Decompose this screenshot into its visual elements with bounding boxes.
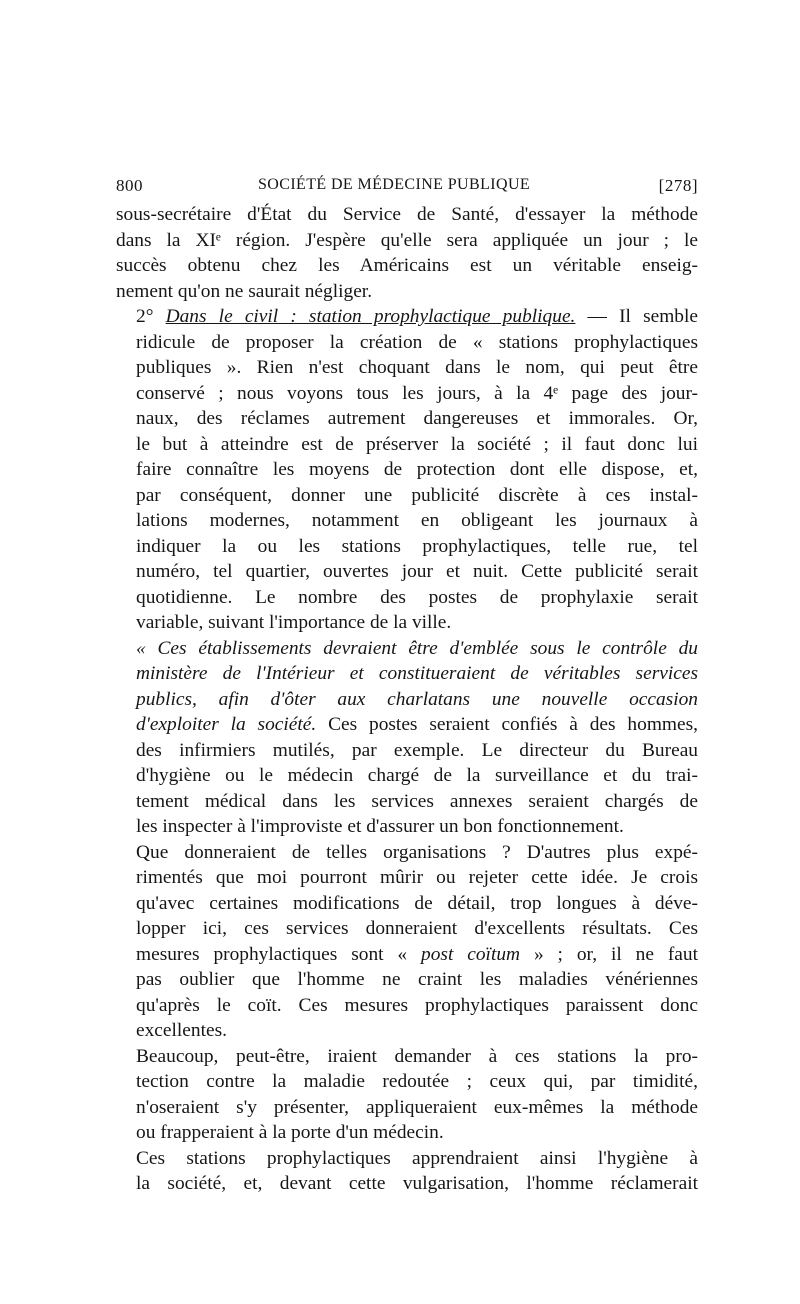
text-line: la société, et, devant cette vulgarisation, l'homme réclamerait bbox=[136, 1173, 698, 1194]
paragraph-3 bbox=[116, 636, 698, 840]
text-line: succès obtenu chez les Américains est un véritable enseig- bbox=[116, 255, 698, 276]
text-line: d'hygiène ou le médecin chargé de la surveillance et du trai- bbox=[136, 765, 698, 786]
text-line bbox=[116, 942, 698, 968]
text-line: publics, afin d'ôter aux charlatans une nouvelle occasion bbox=[136, 688, 698, 710]
text-line: numéro, tel quartier, ouvertes jour et nuit. Cette publicité serait bbox=[136, 561, 698, 582]
text-line: dans la XIᵉ région. J'espère qu'elle sera appliquée un jour ; le bbox=[116, 229, 698, 251]
text-line: n'oseraient s'y présenter, appliqueraient eux-mêmes la méthode bbox=[136, 1096, 698, 1118]
page-number: 800 bbox=[116, 176, 143, 195]
text-line: faire connaître les moyens de protection dont elle dispose, et, bbox=[136, 459, 698, 480]
text-line: tection contre la maladie redoutée ; ceux qui, par timidité, bbox=[136, 1071, 698, 1092]
text-fragment: mesures prophylactiques sont « bbox=[136, 943, 422, 965]
text-fragment: Ces postes seraient confiés à des hommes, bbox=[316, 714, 698, 735]
text-line: qu'avec certaines modifications de détail, trop longues à déve- bbox=[136, 892, 698, 914]
text-line: qu'après le coït. Ces mesures prophylactiques paraissent donc bbox=[136, 994, 698, 1016]
text-line: rimentés que moi pourront mûrir ou rejeter cette idée. Je crois bbox=[136, 867, 698, 888]
text-line: Ces stations prophylactiques apprendraient ainsi l'hygiène à bbox=[136, 1147, 698, 1169]
list-number: 2° bbox=[136, 306, 166, 327]
text-line: publiques ». Rien n'est choquant dans le nom, qui peut être bbox=[136, 357, 698, 378]
text-line: naux, des réclames autrement dangereuses et immorales. Or, bbox=[136, 408, 698, 429]
running-title: SOCIÉTÉ DE MÉDECINE PUBLIQUE bbox=[258, 176, 531, 193]
text-line: des infirmiers mutilés, par exemple. Le directeur du Bureau bbox=[136, 739, 698, 761]
paragraph-5 bbox=[116, 1044, 698, 1146]
text-line: nement qu'on ne saurait négliger. bbox=[116, 280, 373, 302]
text-line bbox=[116, 304, 698, 330]
folio-number: [278] bbox=[658, 176, 698, 195]
text-line: quotidienne. Le nombre des postes de prophylaxie serait bbox=[136, 586, 698, 608]
text-fragment: post coïtum bbox=[421, 943, 521, 965]
text-line: « Ces établissements devraient être d'emblée sous le contrôle du bbox=[136, 637, 698, 659]
text-line: ridicule de proposer la création de « stations prophylactiques bbox=[136, 331, 698, 353]
paragraph-4 bbox=[116, 840, 698, 1044]
page-header bbox=[116, 168, 698, 202]
book-page bbox=[116, 168, 698, 1197]
body-text bbox=[116, 202, 698, 1197]
text-line: les inspecter à l'improviste et d'assurer un bon fonctionnement. bbox=[136, 816, 624, 837]
text-line: sous-secrétaire d'État du Service de Santé, d'essayer la méthode bbox=[116, 204, 698, 225]
section-heading: Dans le civil : station prophylactique publique. bbox=[165, 306, 576, 327]
paragraph-2 bbox=[116, 304, 698, 636]
text-line: Que donneraient de telles organisations ? D'autres plus expé- bbox=[136, 841, 698, 863]
text-line: pas oublier que l'homme ne craint les maladies vénériennes bbox=[136, 969, 698, 990]
text-line: par conséquent, donner une publicité discrète à ces instal- bbox=[136, 484, 698, 506]
text-line: lations modernes, notamment en obligeant les journaux à bbox=[136, 510, 698, 531]
text-line: Beaucoup, peut-être, iraient demander à ces stations la pro- bbox=[136, 1045, 698, 1067]
text-line: excellentes. bbox=[136, 1020, 227, 1041]
text-line bbox=[116, 712, 698, 738]
text-line: lopper ici, ces services donneraient d'excellents résultats. Ces bbox=[136, 918, 698, 939]
text-fragment: — Il semble bbox=[575, 306, 698, 327]
paragraph-1 bbox=[116, 202, 698, 304]
text-line: conservé ; nous voyons tous les jours, à la 4ᵉ page des jour- bbox=[136, 382, 698, 404]
text-line: variable, suivant l'importance de la ville. bbox=[136, 612, 452, 633]
text-line: le but à atteindre est de préserver la société ; il faut donc lui bbox=[136, 433, 698, 455]
paragraph-6 bbox=[116, 1146, 698, 1197]
text-line: ou frapperaient à la porte d'un médecin. bbox=[136, 1122, 444, 1143]
text-fragment: » ; or, il ne faut bbox=[520, 943, 698, 965]
text-fragment: d'exploiter la société. bbox=[136, 714, 317, 735]
text-line: ministère de l'Intérieur et constitueraient de véritables services bbox=[136, 663, 698, 684]
text-line: tement médical dans les services annexes seraient chargés de bbox=[136, 790, 698, 812]
text-line: indiquer la ou les stations prophylactiques, telle rue, tel bbox=[136, 535, 698, 557]
